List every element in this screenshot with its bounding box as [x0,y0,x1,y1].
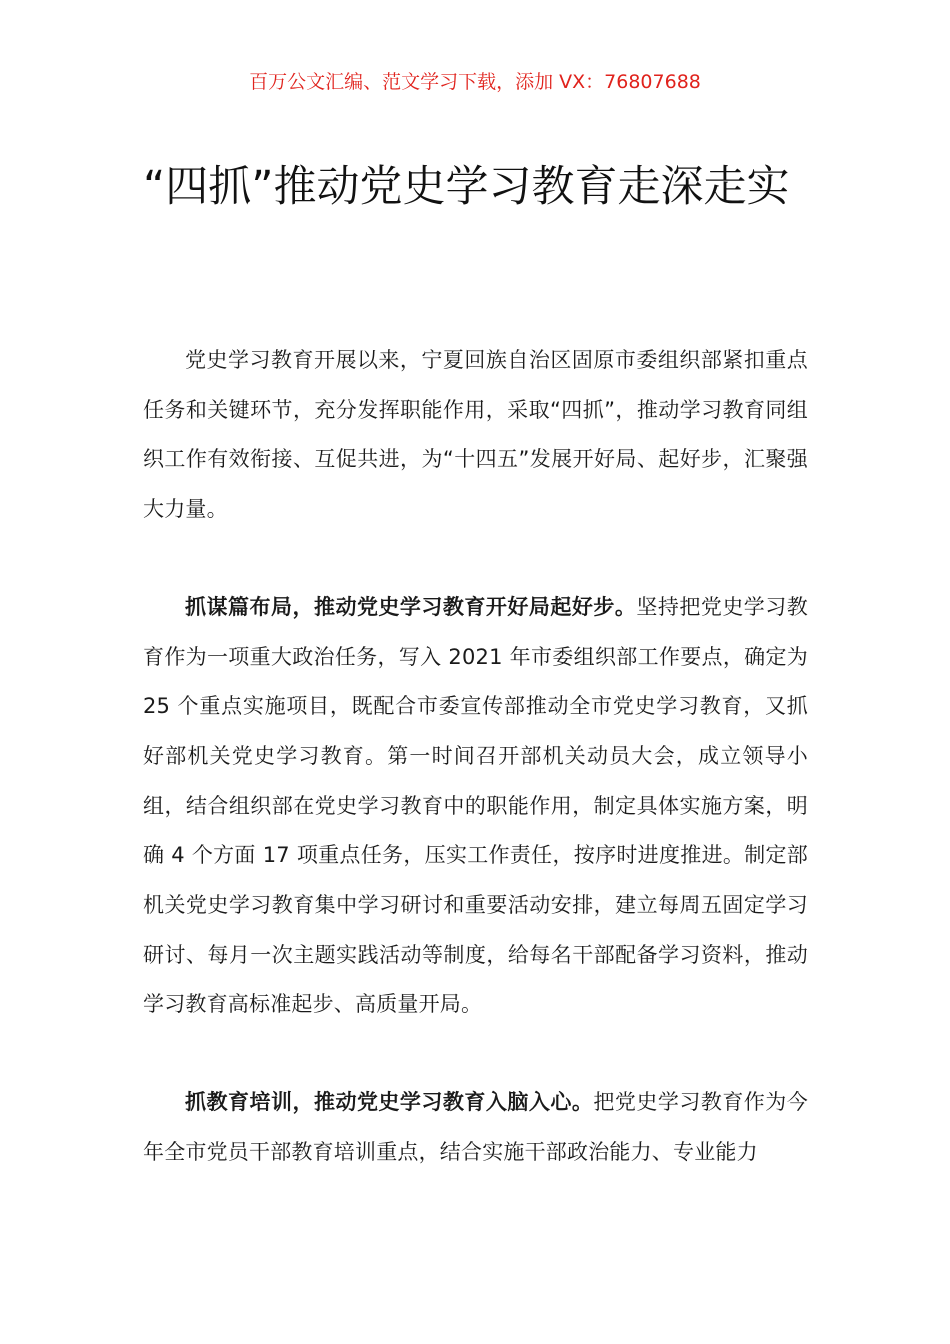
document-body [143,336,808,1178]
paragraph-text: 党史学习教育开展以来，宁夏回族自治区固原市委组织部紧扣重点任务和关键环节，充分发挥职能作用，采取“四抓”，推动学习教育同组织工作有效衔接、互促共进，为“十四五”发展开好局、起好步，汇聚强大力量。 [143,348,808,522]
document-title: “四抓”推动党史学习教育走深走实 [143,162,790,212]
paragraph-lead: 抓谋篇布局，推动党史学习教育开好局起好步。 [185,594,637,619]
paragraph-text: 把党史学习教育作为今年全市党员干部教育培训重点，结合实施干部政治能力、专业能力 [143,1090,808,1164]
paragraph-training [143,1078,808,1177]
paragraph-text: 坚持把党史学习教育作为一项重大政治任务，写入 2021 年市委组织部工作要点，确定为 25 个重点实施项目，既配合市委宣传部推动全市党史学习教育，又抓好部机关党史学习教育。第一时间召开部机关动员大会，成立领导小组，结合组织部在党史学习教育中的职能作用，制定具体实施方案，明确 4 个方面 17 项重点任务，压实工作责任，按序时进度推进。制定部机关党史学习教育集中学习研讨和重要活动安排，建立每周五固定学习研讨、每月一次主题实践活动等制度，给每名干部配备学习资料，推动学习教育高标准起步、高质量开局。 [143,594,808,1017]
paragraph-lead: 抓教育培训，推动党史学习教育入脑入心。 [185,1090,594,1115]
header-note: 百万公文汇编、范文学习下载，添加 VX：76807688 [249,71,701,93]
paragraph-intro [143,336,808,535]
paragraph-planning [143,583,808,1030]
